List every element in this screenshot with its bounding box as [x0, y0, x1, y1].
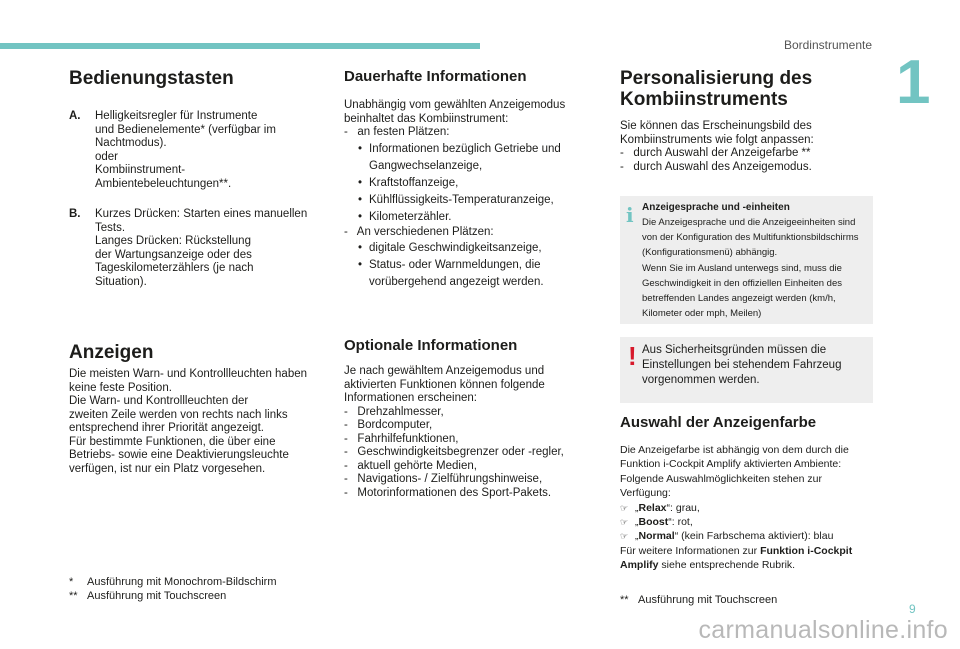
list-item: - durch Auswahl des Anzeigemodus.: [620, 160, 812, 173]
arrow-icon: ☞: [620, 502, 629, 513]
footnote: [69, 576, 277, 590]
list-item: - Fahrhilfefunktionen,: [344, 432, 459, 445]
more-info-bold: Amplify: [620, 559, 659, 572]
dauer-intro: Unabhängig vom gewählten Anzeigemodus beinhaltet das Kombiinstrument:: [344, 99, 566, 125]
more-info-bold: Funktion i-Cockpit: [760, 544, 853, 557]
var-label: - An verschiedenen Plätzen:: [344, 225, 494, 238]
warning-icon: !: [628, 341, 637, 371]
option-name: Boost: [638, 516, 669, 529]
info-box: [620, 196, 873, 324]
footnote: [69, 590, 277, 604]
fixed-list: [344, 141, 604, 226]
definition-key: A.: [69, 110, 81, 122]
heading-anzeigen: Anzeigen: [69, 342, 154, 363]
footnote-col3: [620, 594, 777, 608]
definition-text: Helligkeitsregler für Instrumente und Bedienelemente* (verfügbar im Nachtmodus). oder Kombiinstrument- Ambientebeleuchtungen**.: [95, 110, 276, 190]
footnote: [620, 594, 777, 608]
footnotes-col1: [69, 576, 277, 603]
farbe-heading-wrap: [620, 414, 880, 432]
header-accent-bar: [0, 43, 480, 49]
farbe-section: [620, 443, 876, 573]
list-item: - aktuell gehörte Medien,: [344, 459, 477, 472]
footnote-text: Ausführung mit Touchscreen: [638, 594, 778, 606]
column-2: [344, 68, 604, 291]
option-name: Normal: [638, 530, 675, 543]
color-option-boost: [620, 515, 876, 529]
list-item: - Motorinformationen des Sport-Pakets.: [344, 486, 552, 499]
heading-bedienungstasten: Bedienungstasten: [69, 68, 234, 89]
optionale-section: [344, 337, 604, 500]
list-item: • Kilometerzähler.: [358, 209, 604, 226]
watermark: carmanualsonline.info: [698, 616, 948, 644]
opt-intro: Je nach gewähltem Anzeigemodus und aktivierten Funktionen können folgende Informationen erscheinen:: [344, 365, 545, 404]
footnote-text: Ausführung mit Monochrom-Bildschirm: [87, 576, 277, 588]
quote: „: [635, 516, 639, 529]
warning-box: [620, 337, 873, 403]
chapter-number: 1: [896, 48, 931, 117]
heading-optionale-informationen: Optionale Informationen: [344, 337, 518, 354]
list-item: vorübergehend angezeigt werden.: [369, 276, 544, 288]
opt-list: [344, 406, 604, 501]
footnote-text: Ausführung mit Touchscreen: [87, 589, 227, 602]
list-item: • Kraftstoffanzeige,: [358, 175, 604, 192]
heading-auswahl-anzeigenfarbe: Auswahl der Anzeigenfarbe: [620, 414, 817, 431]
personalisierung-list: [620, 147, 880, 174]
list-item: - Drehzahlmesser,: [344, 405, 444, 418]
list-item: - Geschwindigkeitsbegrenzer oder -regler,: [344, 446, 564, 458]
option-rest: “: rot,: [668, 516, 693, 529]
footnote-mark: **: [620, 594, 629, 606]
section-title: Bordinstrumente: [783, 38, 872, 52]
definition-a: [69, 110, 334, 191]
definition-key: B.: [69, 208, 81, 220]
more-info-line-2: [620, 558, 876, 572]
column-3: [620, 68, 880, 174]
list-item: • digitale Geschwindigkeitsanzeige,: [358, 240, 604, 257]
info-icon: i: [626, 203, 634, 227]
option-rest: “: grau,: [666, 501, 700, 514]
heading-personalisierung: Personalisierung des Kombiinstruments: [620, 68, 813, 110]
info-text: Die Anzeigesprache und die Anzeigeeinheiten sind von der Konfiguration des Multifunktionsbildschirms (Konfigurationsmenü) abhängig. Wenn Sie im Ausland unterwegs sind, muss die Geschwindigkeit in den offiziellen Einheiten des betreffenden Landes angezeigt werden (km/h, Kilometer oder mph, Meilen): [642, 217, 859, 320]
column-1: [69, 68, 334, 289]
quote: „: [635, 501, 639, 514]
quote: „: [635, 530, 639, 543]
definition-b: [69, 208, 334, 289]
color-option-relax: [620, 501, 876, 515]
heading-dauerhafte-informationen: Dauerhafte Informationen: [344, 68, 527, 85]
option-name: Relax: [638, 501, 667, 514]
list-item: • Informationen bezüglich Getriebe und: [358, 141, 604, 158]
option-rest: “ (kein Farbschema aktiviert): blau: [674, 530, 834, 543]
list-item: • Kühlflüssigkeits-Temperaturanzeige,: [358, 192, 604, 209]
info-title: Anzeigesprache und -einheiten: [642, 202, 790, 213]
page-number: 9: [909, 602, 916, 616]
arrow-icon: ☞: [620, 531, 629, 542]
list-item: - durch Auswahl der Anzeigefarbe **: [620, 147, 811, 159]
list-item: • Status- oder Warnmeldungen, die: [358, 257, 604, 274]
anzeigen-section: [69, 342, 334, 476]
anzeigen-text: Die meisten Warn- und Kontrollleuchten haben keine feste Position. Die Warn- und Kontrollleuchten der zweiten Zeile werden von rechts nach links entsprechend ihrer Priorität angezeigt. Für bestimmte Funktionen, die über eine Betriebs- sowie eine Deaktivierungsleuchte verfügen, ist nur ein Platz vorgesehen.: [69, 368, 308, 475]
list-item: - Navigations- / Zielführungshinweise,: [344, 473, 543, 485]
more-info-post: siehe entsprechende Rubrik.: [658, 559, 796, 572]
color-option-normal: [620, 529, 876, 543]
var-list: [344, 240, 604, 291]
farbe-intro: Die Anzeigefarbe ist abhängig von dem durch die Funktion i-Cockpit Amplify aktivierten Ambiente: Folgende Auswahlmöglichkeiten stehen zur Verfügung:: [620, 444, 849, 500]
fixed-label: - an festen Plätzen:: [344, 126, 450, 138]
list-item: Gangwechselanzeige,: [369, 159, 483, 172]
footnote-mark: *: [69, 576, 74, 588]
definition-text: Kurzes Drücken: Starten eines manuellen Tests. Langes Drücken: Rückstellung der Wartungsanzeige oder des Tageskilometerzählers (je nach Situation).: [95, 208, 308, 288]
more-info-line-1: [620, 544, 876, 558]
warning-text: Aus Sicherheitsgründen müssen die Einstellungen bei stehendem Fahrzeug vorgenommen werden.: [642, 344, 842, 386]
more-info-pre: Für weitere Informationen zur: [620, 544, 761, 557]
list-item: - Bordcomputer,: [344, 419, 433, 431]
arrow-icon: ☞: [620, 517, 629, 528]
footnote-mark: **: [69, 589, 78, 602]
personalisierung-intro: Sie können das Erscheinungsbild des Kombiinstruments wie folgt anpassen:: [620, 120, 814, 146]
